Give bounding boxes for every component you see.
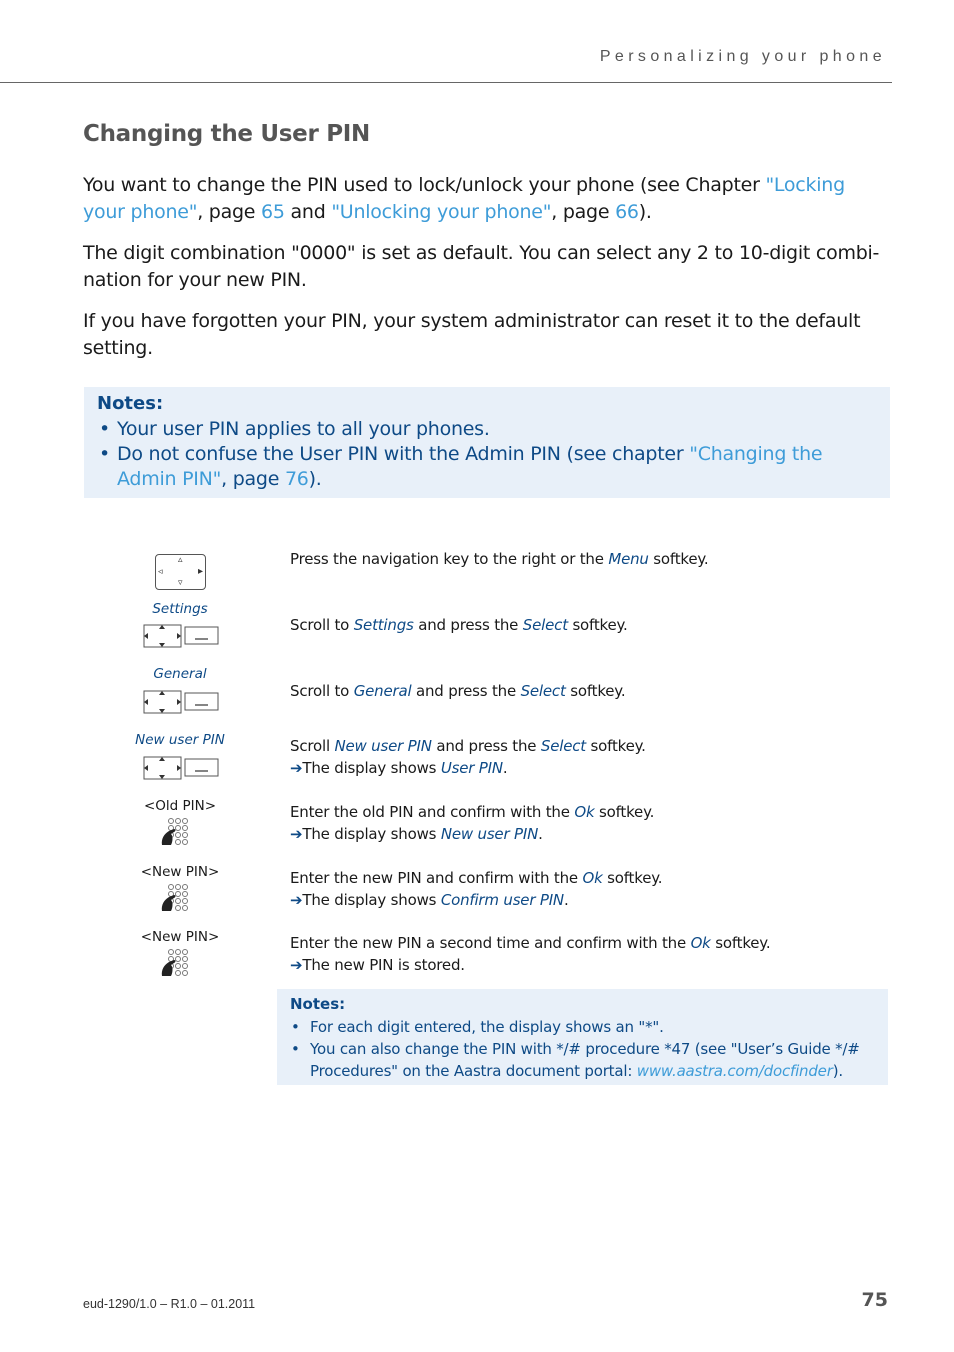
text-run: softkey. [648, 550, 709, 568]
page-number: 75 [861, 1289, 888, 1311]
step-4-label [120, 732, 240, 748]
step-7-result [290, 955, 890, 977]
text-run: softkey. [565, 682, 626, 700]
note-item [290, 1038, 875, 1082]
step-4-text [290, 736, 890, 779]
link-page-66[interactable]: 66 [615, 201, 639, 223]
scroll-select-keys-icon [143, 754, 219, 790]
result-arrow-icon: ➔ [290, 758, 303, 777]
menu-item-label: Settings [152, 601, 208, 617]
step-5-label: <Old PIN> [143, 798, 217, 814]
text-run: and press the [413, 616, 523, 634]
text-run: and press the [431, 737, 541, 755]
note-item [290, 1016, 875, 1038]
softkey-name: Select [540, 737, 586, 755]
step-7-instruction [290, 933, 890, 955]
bullet: • [99, 418, 110, 440]
text-run: . [538, 824, 543, 843]
result-arrow-icon: ➔ [290, 890, 303, 909]
running-header: Personalizing your phone [599, 48, 886, 65]
step-2-text [290, 615, 890, 637]
link-page-65[interactable]: 65 [261, 201, 285, 223]
link-unlocking-your-phone[interactable]: "Unlocking your phone" [331, 201, 552, 223]
step-4-instruction [290, 736, 890, 758]
header-rule [0, 82, 892, 83]
step-3-label [120, 666, 240, 682]
link-aastra-docfinder[interactable]: www.aastra.com/docfinder [636, 1062, 833, 1080]
bullet: • [99, 443, 110, 465]
display-text: Confirm user PIN [440, 890, 564, 909]
scroll-select-keys-icon [143, 688, 219, 724]
step-2-label [120, 601, 240, 617]
keypad-icon [160, 817, 194, 847]
step-6-label: <New PIN> [140, 864, 220, 880]
notes-heading: Notes: [97, 393, 164, 414]
menu-item-name: Settings [353, 616, 414, 634]
intro-paragraph-3: If you have forgotten your PIN, your system administrator can reset it to the default setting. [83, 310, 861, 359]
link-page-76[interactable]: 76 [284, 468, 309, 490]
link-changing-admin-pin[interactable]: "Changing the Admin PIN" [117, 443, 823, 490]
note-text: , page [221, 468, 285, 490]
text-run: Scroll to [290, 682, 354, 700]
text-run: The display shows [302, 758, 441, 777]
display-text: User PIN [440, 758, 503, 777]
intro-paragraph-1 [83, 172, 883, 226]
scroll-select-keys-icon [143, 622, 219, 658]
step-6-result [290, 890, 890, 912]
text-run: , page [197, 201, 262, 223]
menu-item-name: General [353, 682, 412, 700]
text-run: Scroll to [290, 616, 354, 634]
note-text: Do not confuse the User PIN with the Admin PIN (see chapter [117, 443, 690, 465]
result-arrow-icon: ➔ [290, 824, 303, 843]
text-run: . [502, 758, 508, 777]
step-5-result [290, 824, 890, 846]
text-run: Press the navigation key to the right or the [290, 550, 609, 568]
text-run: The display shows [302, 824, 441, 843]
softkey-name: Ok [690, 934, 711, 952]
text-run: softkey. [567, 616, 628, 634]
softkey-name: Ok [582, 869, 603, 887]
step-3-text [290, 681, 890, 703]
text-run: , page [551, 201, 616, 223]
note-text: For each digit entered, the display shows an "*". [310, 1018, 664, 1036]
navigation-key-icon: ▵ ◃ ▸ ▿ [155, 554, 206, 590]
footer-doc-id: eud-1290/1.0 – R1.0 – 01.2011 [83, 1297, 256, 1311]
text-run: You want to change the PIN used to lock/unlock your phone (see Chapter [83, 174, 766, 196]
menu-item-name: New user PIN [334, 737, 432, 755]
softkey-name: Select [522, 616, 568, 634]
text-run: ). [638, 201, 652, 223]
step-6-text [290, 868, 890, 911]
text-run: softkey. [710, 934, 771, 952]
step-7-text [290, 933, 890, 976]
page-title: Changing the User PIN [83, 121, 370, 147]
menu-item-label: General [153, 666, 207, 682]
note-item [97, 442, 878, 492]
notes-box-top [84, 387, 890, 498]
step-1-text [290, 549, 890, 571]
notes-list [290, 1016, 875, 1082]
text-run: and [284, 201, 332, 223]
keypad-icon [160, 883, 194, 913]
step-5-text [290, 802, 890, 845]
text-run: Enter the new PIN and confirm with the [290, 869, 583, 887]
result-arrow-icon: ➔ [290, 955, 303, 974]
note-text: ). [308, 468, 322, 490]
intro-paragraph-2: The digit combination "0000" is set as default. You can select any 2 to 10-digit combi-nation for your new PIN. [83, 242, 880, 291]
text-run: . [563, 890, 569, 909]
softkey-name: Menu [608, 550, 649, 568]
notes-heading: Notes: [290, 995, 346, 1013]
text-run: The display shows [302, 890, 441, 909]
notes-list [97, 417, 878, 492]
keypad-icon [160, 948, 194, 978]
step-4-result [290, 758, 890, 780]
note-item [97, 417, 878, 442]
note-text: ). [832, 1062, 843, 1080]
display-text: New user PIN [440, 824, 539, 843]
text-run: and press the [411, 682, 521, 700]
text-run: Enter the new PIN a second time and confirm with the [290, 934, 691, 952]
step-7-label: <New PIN> [140, 929, 220, 945]
link-locking-your-phone[interactable]: "Locking your phone" [83, 174, 845, 223]
step-6-instruction [290, 868, 890, 890]
text-run: softkey. [602, 869, 663, 887]
bullet: • [291, 1040, 300, 1058]
softkey-name: Select [520, 682, 566, 700]
notes-box-bottom [277, 989, 888, 1085]
softkey-name: Ok [574, 803, 595, 821]
text-run: softkey. [594, 803, 655, 821]
text-run: The new PIN is stored. [302, 955, 465, 974]
menu-item-label: New user PIN [135, 732, 225, 748]
text-run: softkey. [585, 737, 646, 755]
bullet: • [291, 1018, 300, 1036]
text-run: Scroll [290, 737, 335, 755]
note-text: Your user PIN applies to all your phones. [117, 418, 490, 440]
note-text: You can also change the PIN with */# procedure *47 (see "User’s Guide */# Procedures" on the Aastra document portal: [310, 1040, 860, 1080]
step-5-instruction [290, 802, 890, 824]
text-run: Enter the old PIN and confirm with the [290, 803, 575, 821]
